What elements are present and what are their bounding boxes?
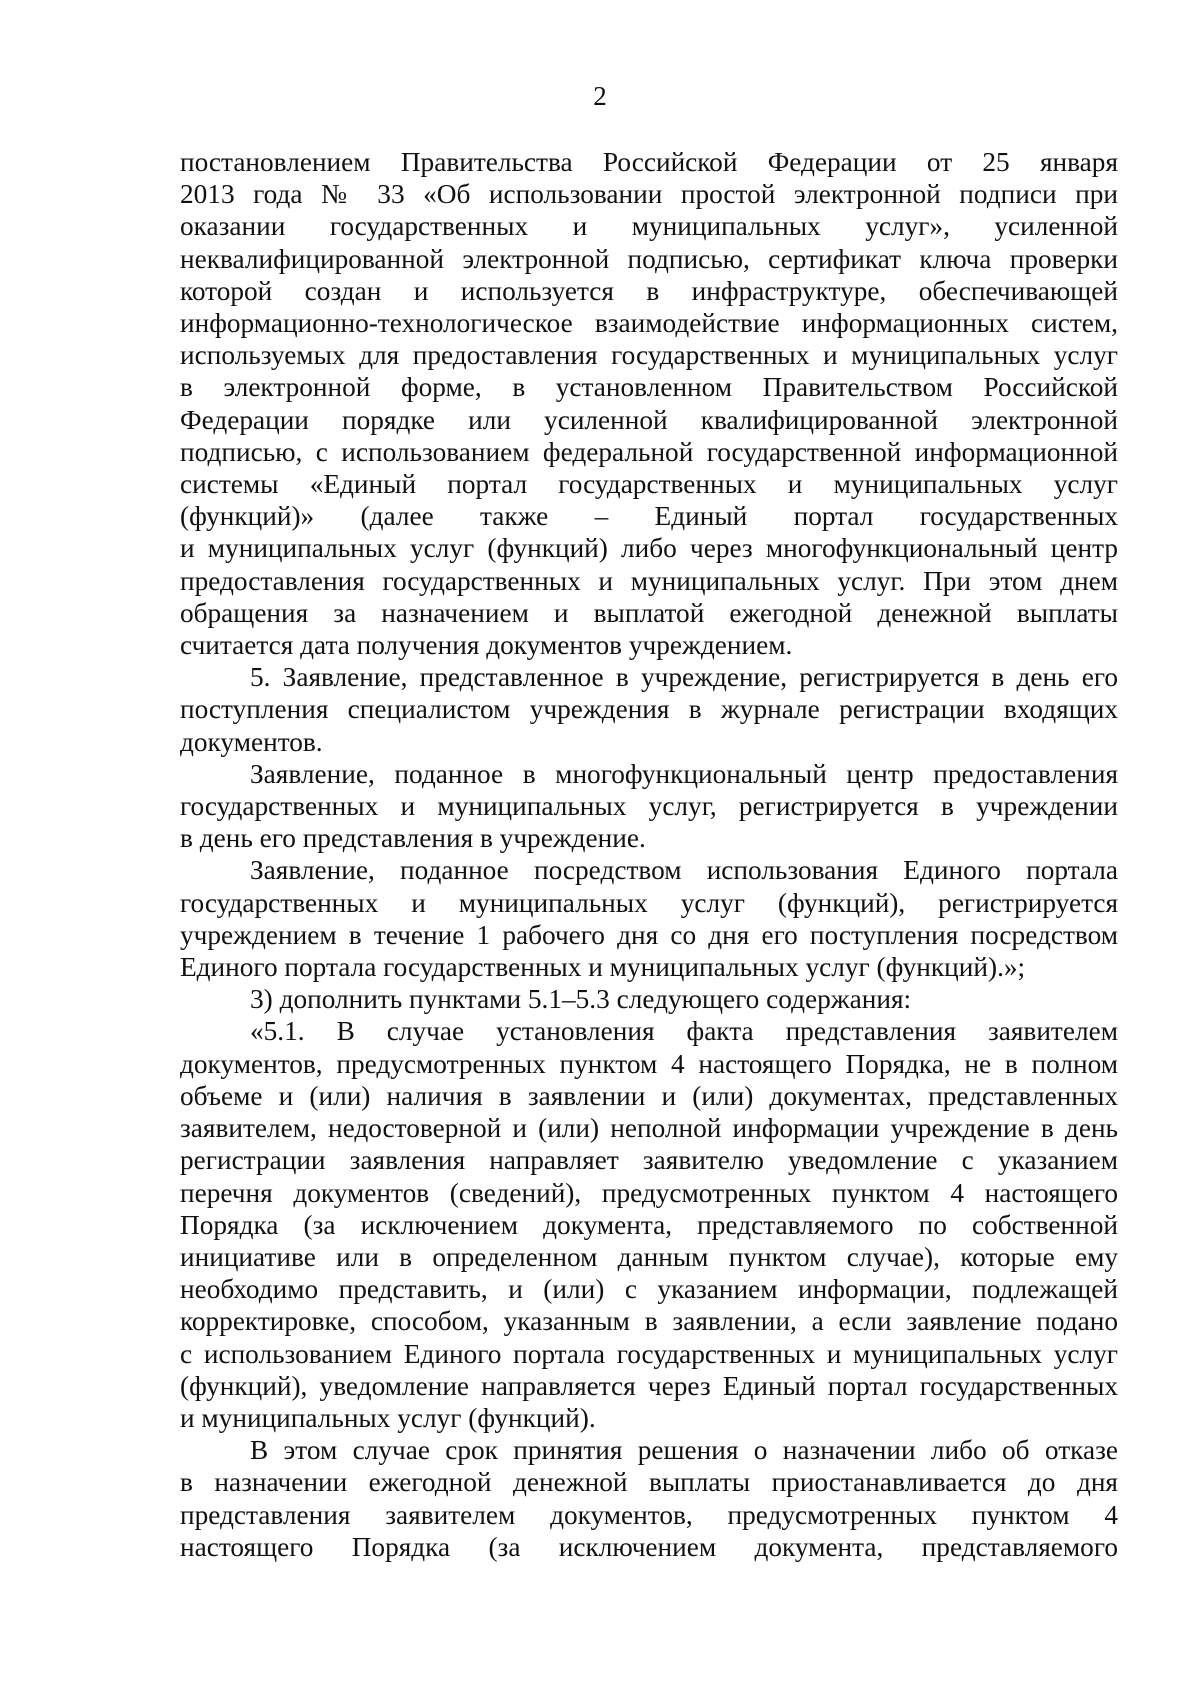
text-line: считается дата получения документов учреждением. (180, 630, 793, 661)
text-line: используемых для предоставления государственных и муниципальных услуг (180, 340, 1118, 371)
text-line: заявителем, недостоверной и (или) неполной информации учреждение в день (180, 1113, 1118, 1144)
text-line: учреждением в течение 1 рабочего дня со дня его поступления посредством (180, 919, 1118, 950)
text-line: неквалифицированной электронной подписью, сертификат ключа проверки (180, 243, 1118, 274)
text-line: (функций), уведомление направляется через Единый портал государственных (180, 1370, 1118, 1401)
paragraph (180, 983, 1118, 1015)
text-line: необходимо представить, и (или) с указанием информации, подлежащей (180, 1274, 1118, 1305)
document-body (180, 146, 1118, 1563)
text-line: которой создан и используется в инфраструктуре, обеспечивающей (180, 275, 1118, 306)
text-line: подписью, с использованием федеральной государственной информационной (180, 436, 1118, 467)
text-line: в электронной форме, в установленном Правительством Российской (180, 372, 1118, 403)
text-line: перечня документов (сведений), предусмотренных пунктом 4 настоящего (180, 1177, 1118, 1208)
text-line: и муниципальных услуг (функций). (180, 1402, 596, 1433)
text-line: государственных и муниципальных услуг, регистрируется в учреждении (180, 791, 1118, 822)
text-line: настоящего Порядка (за исключением документа, представляемого (180, 1531, 1118, 1562)
text-line: 5. Заявление, представленное в учреждение, регистрируется в день его (250, 662, 1118, 693)
text-line: документов. (180, 726, 323, 757)
text-line: В этом случае срок принятия решения о назначении либо об отказе (250, 1435, 1118, 1466)
text-line: 3) дополнить пунктами 5.1–5.3 следующего содержания: (250, 984, 912, 1015)
text-line: с использованием Единого портала государственных и муниципальных услуг (180, 1338, 1118, 1369)
text-line: и муниципальных услуг (функций) либо через многофункциональный центр (180, 533, 1118, 564)
text-line: документов, предусмотренных пунктом 4 настоящего Порядка, не в полном (180, 1048, 1118, 1079)
text-line: системы «Единый портал государственных и муниципальных услуг (180, 469, 1118, 500)
text-line: Заявление, поданное в многофункциональный центр предоставления (250, 758, 1118, 789)
paragraph (180, 1434, 1118, 1563)
paragraph (180, 146, 1118, 661)
text-line: Порядка (за исключением документа, представляемого по собственной (180, 1209, 1118, 1240)
page-number: 2 (593, 81, 607, 111)
paragraph (180, 854, 1118, 983)
text-line: «5.1. В случае установления факта представления заявителем (250, 1016, 1118, 1047)
text-line: Федерации порядке или усиленной квалифицированной электронной (180, 404, 1118, 435)
text-line: (функций)» (далее также – Единый портал государственных (180, 501, 1118, 532)
text-line: представления заявителем документов, предусмотренных пунктом 4 (180, 1499, 1118, 1530)
text-line: в назначении ежегодной денежной выплаты приостанавливается до дня (180, 1467, 1118, 1498)
paragraph (180, 661, 1118, 758)
text-line: Единого портала государственных и муниципальных услуг (функций).»; (180, 952, 1026, 983)
text-line: оказании государственных и муниципальных услуг», усиленной (180, 211, 1118, 242)
text-line: поступления специалистом учреждения в журнале регистрации входящих (180, 694, 1118, 725)
text-line: 2013 года № 33 «Об использовании простой электронной подписи при (180, 179, 1118, 210)
text-line: постановлением Правительства Российской Федерации от 25 января (180, 147, 1118, 177)
paragraph (180, 758, 1118, 855)
paragraph (180, 1015, 1118, 1434)
text-line: информационно-технологическое взаимодействие информационных систем, (180, 308, 1118, 339)
text-line: государственных и муниципальных услуг (функций), регистрируется (180, 887, 1118, 918)
text-line: регистрации заявления направляет заявителю уведомление с указанием (180, 1145, 1118, 1176)
text-line: обращения за назначением и выплатой ежегодной денежной выплаты (180, 597, 1118, 628)
text-line: предоставления государственных и муниципальных услуг. При этом днем (180, 565, 1118, 596)
text-line: Заявление, поданное посредством использования Единого портала (250, 855, 1118, 886)
text-line: корректировке, способом, указанным в заявлении, а если заявление подано (180, 1306, 1118, 1337)
text-line: инициативе или в определенном данным пунктом случае), которые ему (180, 1241, 1118, 1272)
text-line: объеме и (или) наличия в заявлении и (или) документах, представленных (180, 1080, 1118, 1111)
text-line: в день его представления в учреждение. (180, 823, 646, 854)
